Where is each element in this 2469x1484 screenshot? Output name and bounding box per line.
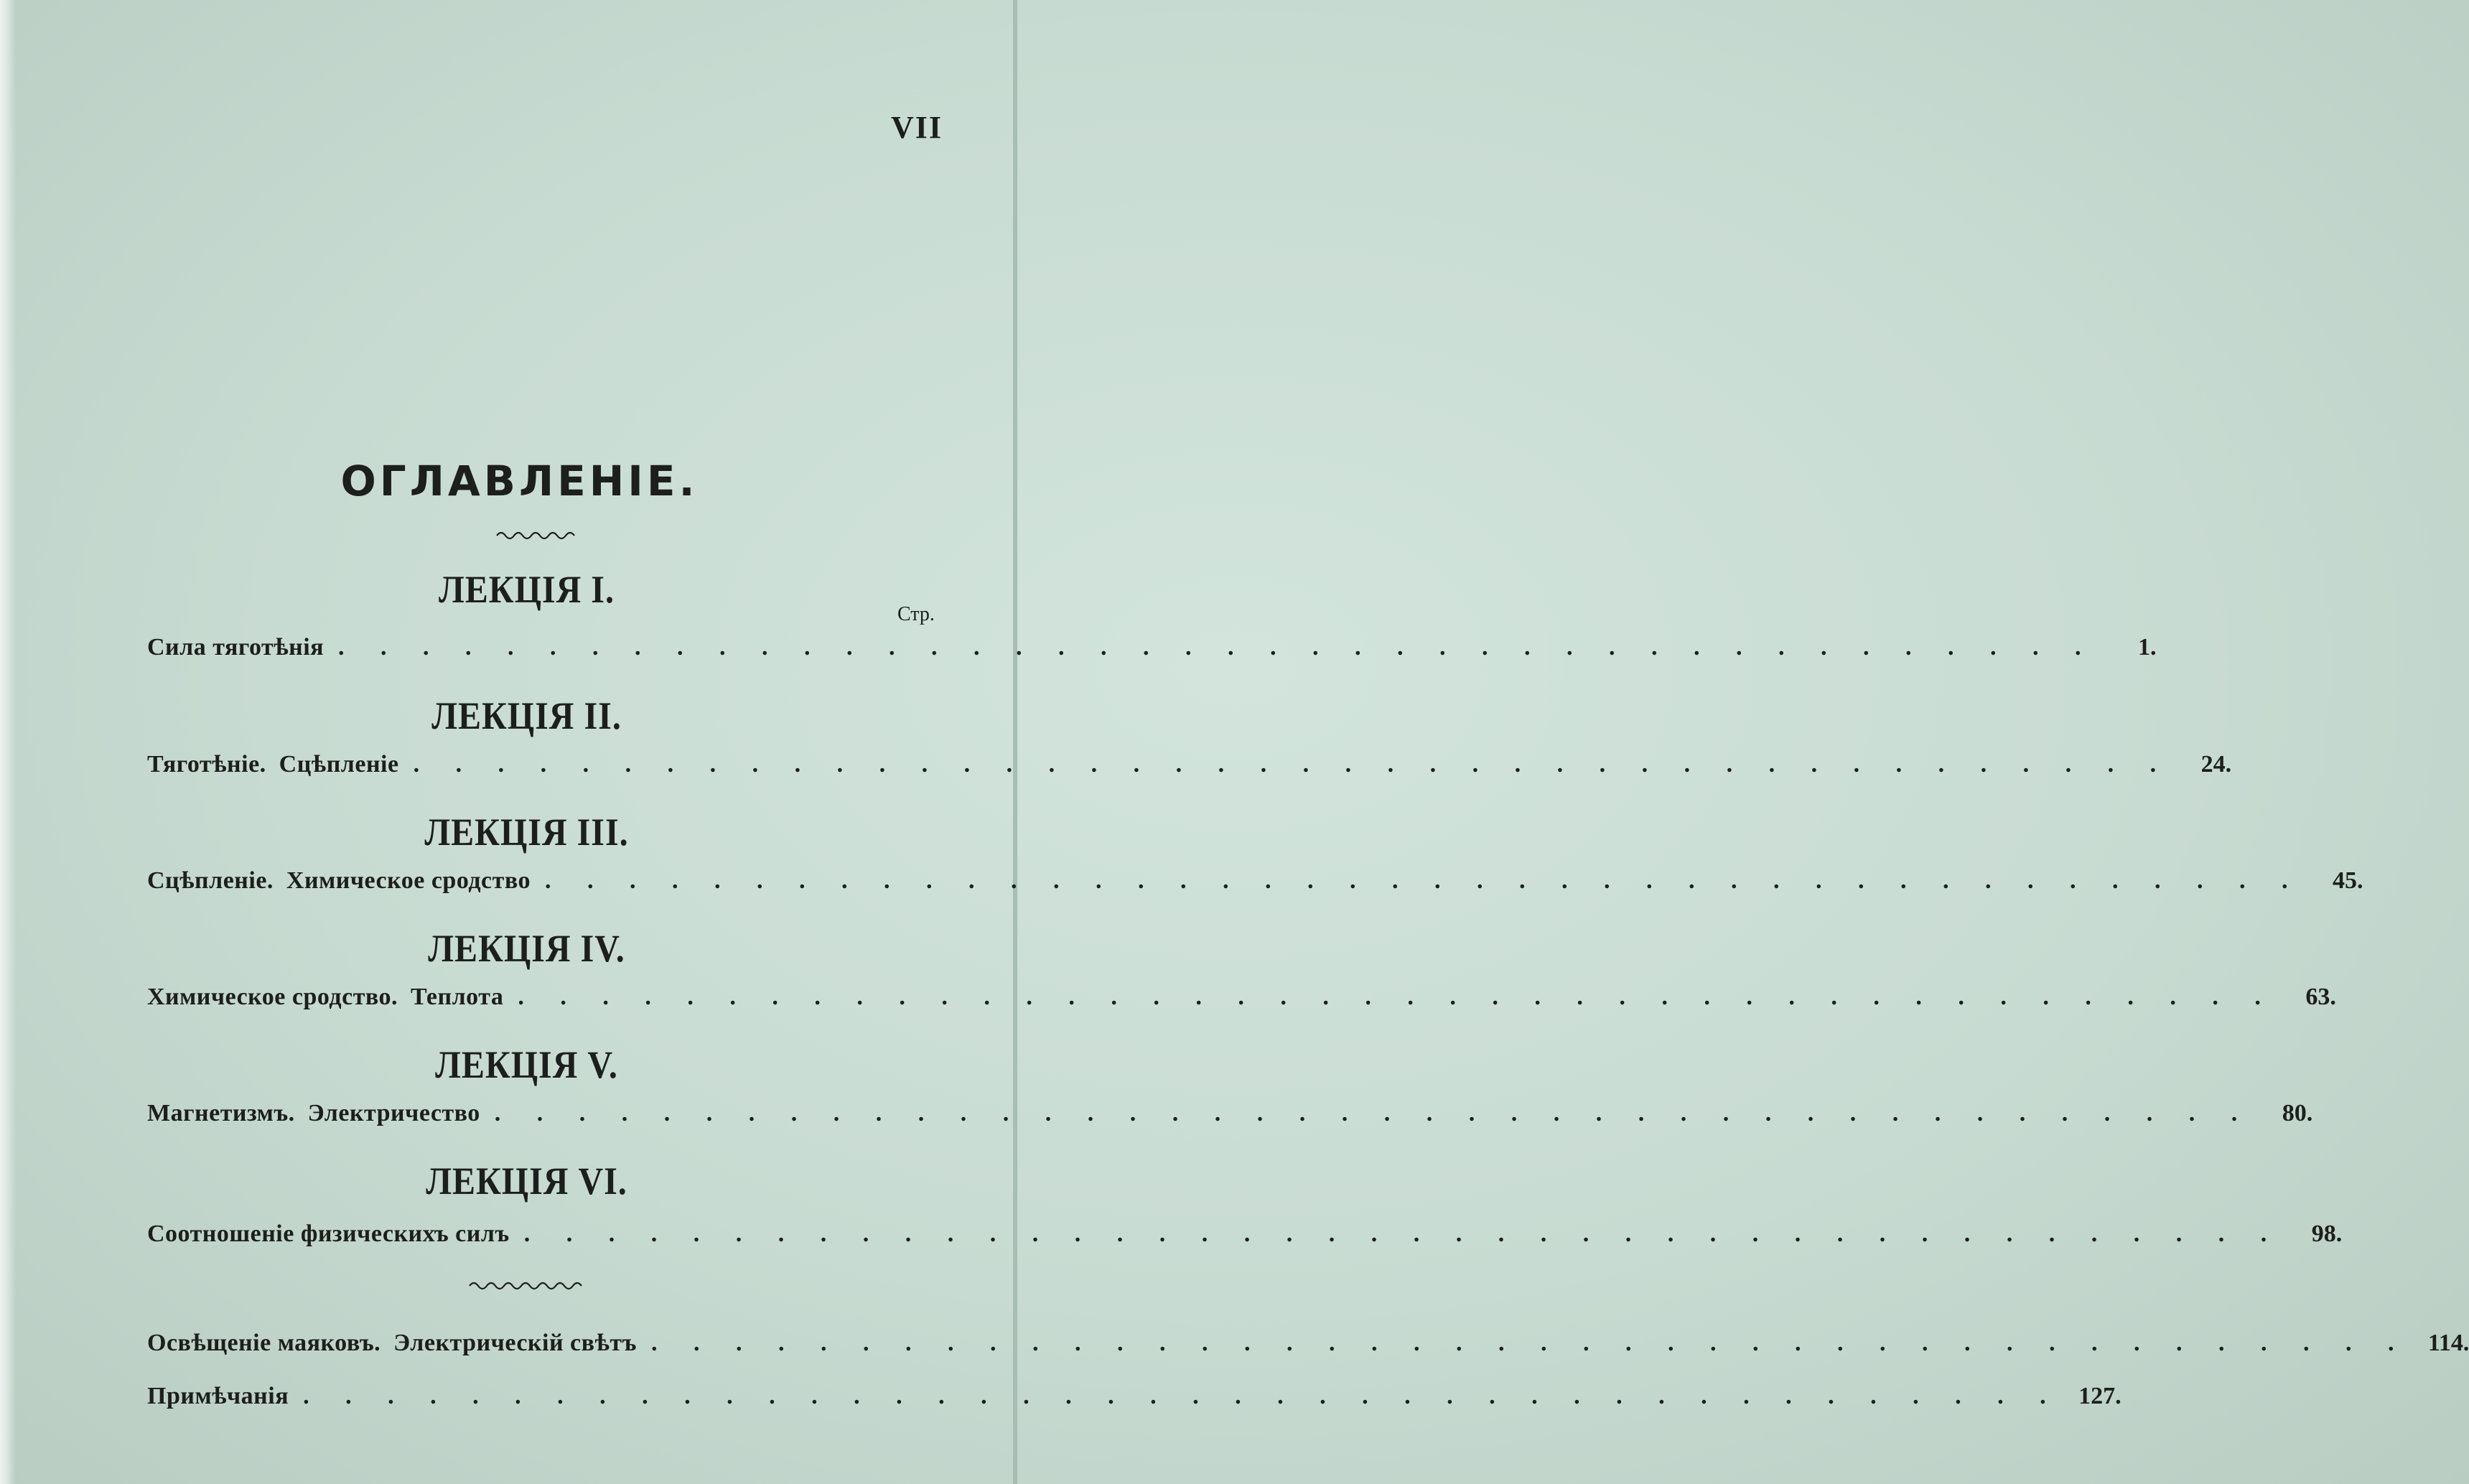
ornament-divider: [468, 1276, 589, 1293]
toc-entry-page: 98.: [2311, 1221, 2343, 1247]
ornament-divider: [495, 526, 574, 543]
toc-entry-page: 63.: [2305, 984, 2336, 1010]
toc-entry-page: 1.: [2138, 634, 2157, 661]
toc-entry-title: Освѣщеніе маяковъ. Электрическій свѣтъ: [147, 1330, 637, 1356]
toc-entry-title: Примѣчанія: [147, 1383, 289, 1409]
page-title: ОГЛАВЛЕНІЕ.: [340, 457, 699, 505]
pages-column-header: Стр.: [897, 603, 935, 625]
page-edge-right: [1013, 0, 1017, 1484]
lecture-heading: ЛЕКЦІЯ II.: [431, 694, 622, 738]
toc-entry-title: Тяготѣніе. Сцѣпленіе: [147, 751, 399, 778]
toc-entry[interactable]: [147, 867, 2363, 899]
toc-entry[interactable]: [147, 1221, 2343, 1252]
lecture-heading: ЛЕКЦІЯ V.: [435, 1043, 618, 1087]
lecture-heading: ЛЕКЦІЯ IV.: [428, 927, 625, 971]
dot-leader: . . . . . . . . . . . . . . . . . . . . . . . . . . . . . . . . . . . . . . . . . .: [544, 867, 2303, 894]
dot-leader: . . . . . . . . . . . . . . . . . . . . . . . . . . . . . . . . . . . . . . . . . .: [413, 751, 2172, 778]
toc-entry-title: Химическое сродство. Теплота: [147, 984, 504, 1010]
dot-leader: . . . . . . . . . . . . . . . . . . . . . . . . . . . . . . . . . . . . . . . . . .: [650, 1330, 2409, 1356]
toc-entry-title: Сцѣпленіе. Химическое сродство: [147, 867, 531, 894]
lecture-heading: ЛЕКЦІЯ III.: [424, 811, 629, 854]
toc-entry-title: Магнетизмъ. Электричество: [147, 1100, 480, 1126]
toc-entry-page: 127.: [2078, 1383, 2122, 1409]
toc-entry-page: 80.: [2282, 1100, 2313, 1126]
toc-entry[interactable]: [147, 751, 2232, 783]
toc-entry[interactable]: [147, 1100, 2313, 1131]
toc-entry-title: Сила тяготѣнія: [147, 634, 325, 661]
toc-entry[interactable]: [147, 1383, 2122, 1414]
toc-entry-page: 45.: [2332, 867, 2363, 894]
toc-entry-page: 24.: [2200, 751, 2232, 778]
dot-leader: . . . . . . . . . . . . . . . . . . . . . . . . . . . . . . . . . . . . . . . . . .: [303, 1383, 2061, 1409]
lecture-heading: ЛЕКЦІЯ VI.: [426, 1159, 627, 1203]
toc-entry-title: Соотношеніе физическихъ силъ: [147, 1221, 510, 1247]
page-number: VII: [890, 110, 943, 145]
lecture-heading: ЛЕКЦІЯ I.: [439, 568, 615, 612]
dot-leader: . . . . . . . . . . . . . . . . . . . . . . . . . . . . . . . . . . . . . . . . . .: [518, 984, 2276, 1010]
page-edge-left: [0, 0, 16, 1484]
dot-leader: . . . . . . . . . . . . . . . . . . . . . . . . . . . . . . . . . . . . . . . . . .: [338, 634, 2096, 661]
dot-leader: . . . . . . . . . . . . . . . . . . . . . . . . . . . . . . . . . . . . . . . . . .: [523, 1221, 2282, 1247]
dot-leader: . . . . . . . . . . . . . . . . . . . . . . . . . . . . . . . . . . . . . . . . . .: [494, 1100, 2253, 1126]
toc-entry[interactable]: [147, 984, 2336, 1015]
toc-entry[interactable]: [147, 634, 2157, 666]
toc-entry[interactable]: [147, 1330, 2469, 1361]
toc-entry-page: 114.: [2427, 1330, 2469, 1356]
